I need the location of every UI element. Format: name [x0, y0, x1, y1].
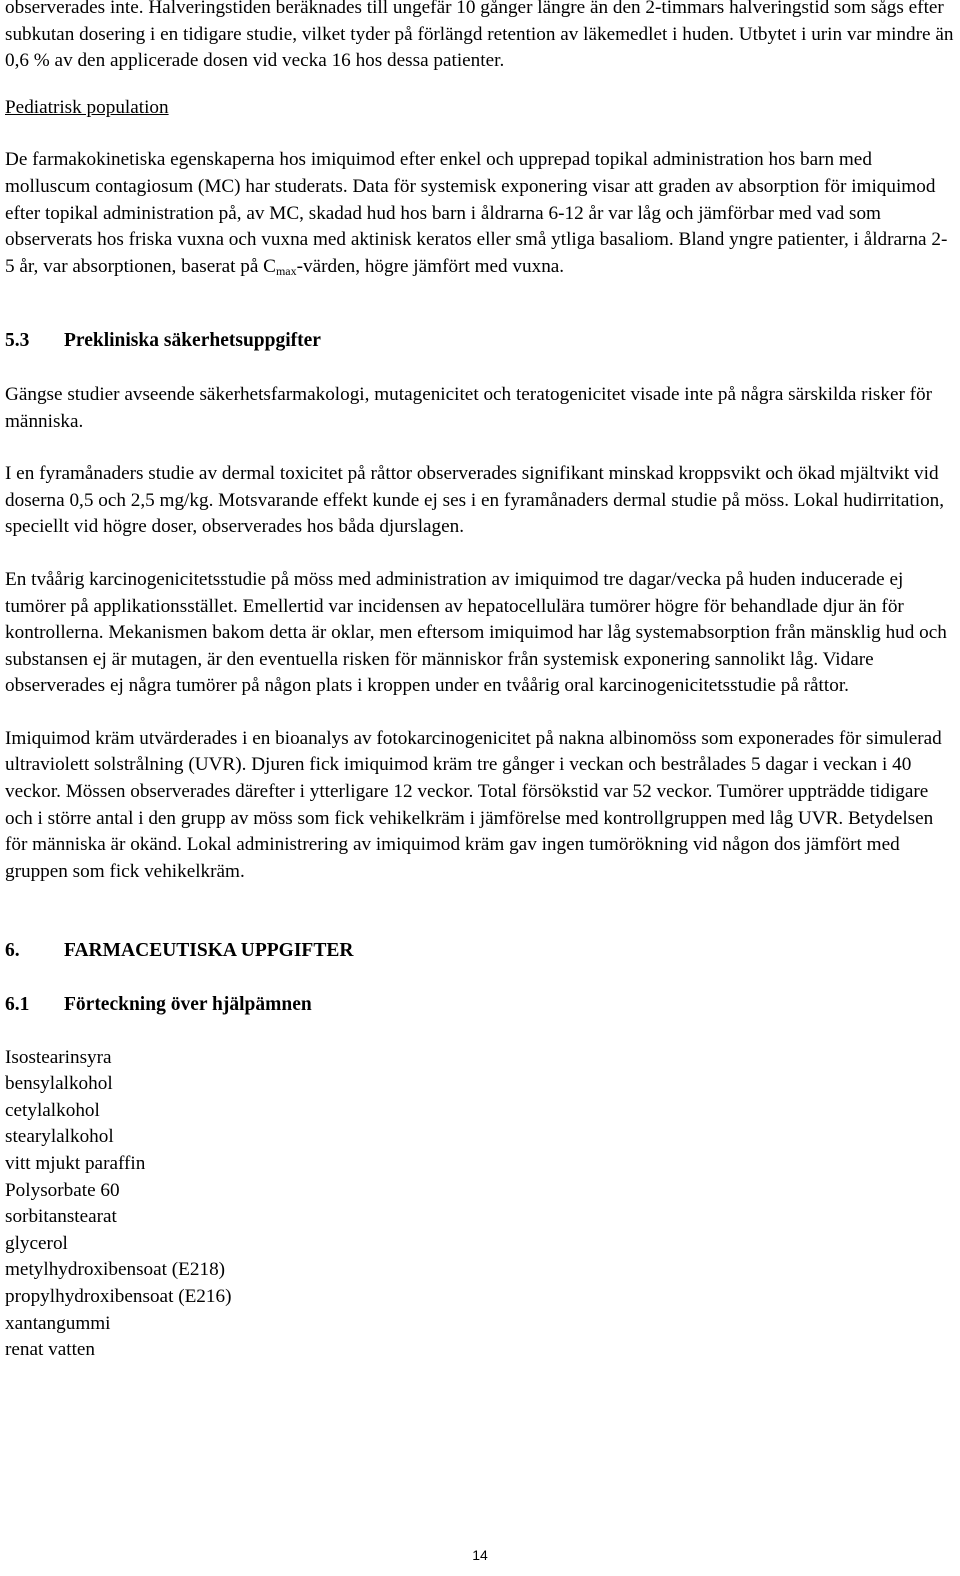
- list-item: stearylalkohol: [5, 1126, 114, 1148]
- list-item: vitt mjukt paraffin: [5, 1153, 146, 1174]
- list-item: bensylalkohol: [5, 1073, 113, 1095]
- section-5-3-title: Prekliniska säkerhetsuppgifter: [64, 330, 321, 352]
- section-6-heading: [5, 938, 955, 965]
- pediatric-text-before: De farmakokinetiska egenskaperna hos imiquimod efter enkel och upprepad topikal administration hos barn med molluscum contagiosum (MC) har studerats. Data för systemisk exponering visar att graden av absorption för imiquimod efter topikal administration på, av MC, skadad hud hos barn i åldrarna 6-12 år var låg och jämförbar med vad som observerats hos friska vuxna och vuxna med aktinisk keratos eller små ytliga basaliom. Bland yngre patienter, i åldrarna 2-5 år, var absorptionen, baserat på C: [5, 149, 948, 277]
- excipient-list: [5, 1045, 955, 1364]
- page-number: 14: [472, 1547, 488, 1563]
- list-item: sorbitanstearat: [5, 1206, 117, 1228]
- section-5-3-paragraph-1: Gängse studier avseende säkerhetsfarmakologi, mutagenicitet och teratogenicitet visade inte på några särskilda risker för människa.: [5, 383, 933, 432]
- cmax-subscript: max: [275, 263, 297, 278]
- list-item: renat vatten: [5, 1339, 96, 1361]
- intro-paragraph: observerades inte. Halveringstiden beräknades till ungefär 10 gånger längre än den 2-timmars halveringstid som sågs efter subkutan dosering i en tidigare studie, vilket tyder på förlängd retention av läkemedlet i huden. Utbytet i urin var mindre än 0,6 % av den applicerade dosen vid vecka 16 hos dessa patienter.: [5, 0, 954, 72]
- section-6-title: FARMACEUTISKA UPPGIFTER: [64, 940, 354, 962]
- section-5-3-number: 5.3: [5, 330, 30, 352]
- section-5-3-heading: [5, 328, 955, 355]
- pediatric-paragraph: [5, 147, 955, 284]
- section-6-1-heading: [5, 992, 955, 1019]
- list-item: glycerol: [5, 1232, 68, 1254]
- section-6-number: 6.: [5, 940, 20, 962]
- list-item: Polysorbate 60: [5, 1179, 120, 1201]
- section-5-3-paragraph-3: En tvåårig karcinogenicitetsstudie på möss med administration av imiquimod tre dagar/vecka på huden inducerade ej tumörer på applikationsstället. Emellertid var incidensen av hepatocellulära tumörer högre för behandlade djur än för kontrollerna. Mekanismen bakom detta är oklar, men eftersom imiquimod har låg systemabsorption från mänsklig hud och substansen ej är mutagen, är den eventuella risken för människor från systemisk exponering sannolikt låg. Vidare observerades ej några tumörer på någon plats i kroppen under en tvåårig oral karcinogenicitetsstudie på råttor.: [5, 568, 947, 697]
- section-6-1-title: Förteckning över hjälpämnen: [64, 994, 312, 1016]
- pediatric-heading: Pediatrisk population: [5, 96, 169, 118]
- list-item: xantangummi: [5, 1312, 111, 1334]
- list-item: cetylalkohol: [5, 1099, 100, 1121]
- document-page: [5, 0, 955, 1364]
- section-5-3-paragraph-2: I en fyramånaders studie av dermal toxicitet på råttor observerades signifikant minskad kroppsvikt och ökad mjältvikt vid doserna 0,5 och 2,5 mg/kg. Motsvarande effekt kunde ej ses i en fyramånaders dermal studie på möss. Lokal hudirritation, speciellt vid högre doser, observerades hos båda djurslagen.: [5, 463, 945, 538]
- list-item: propylhydroxibensoat (E216): [5, 1285, 232, 1307]
- list-item: metylhydroxibensoat (E218): [5, 1259, 226, 1281]
- list-item: Isostearinsyra: [5, 1046, 112, 1068]
- pediatric-text-after: -värden, högre jämfört med vuxna.: [296, 255, 565, 277]
- section-5-3-paragraph-4: Imiquimod kräm utvärderades i en bioanalys av fotokarcinogenicitet på nakna albinomöss som exponerades för simulerad ultraviolett solstrålning (UVR). Djuren fick imiquimod kräm tre gånger i veckan och bestrålades 5 dagar i veckan i 40 veckor. Mössen observerades därefter i ytterligare 12 veckor. Total försökstid var 52 veckor. Tumörer uppträdde tidigare och i större antal i den grupp av möss som fick vehikelkräm i jämförelse med kontrollgruppen med låg UVR. Betydelsen för människa är okänd. Lokal administrering av imiquimod kräm gav ingen tumörökning vid någon dos jämfört med gruppen som fick vehikelkräm.: [5, 727, 942, 882]
- section-6-1-number: 6.1: [5, 994, 30, 1016]
